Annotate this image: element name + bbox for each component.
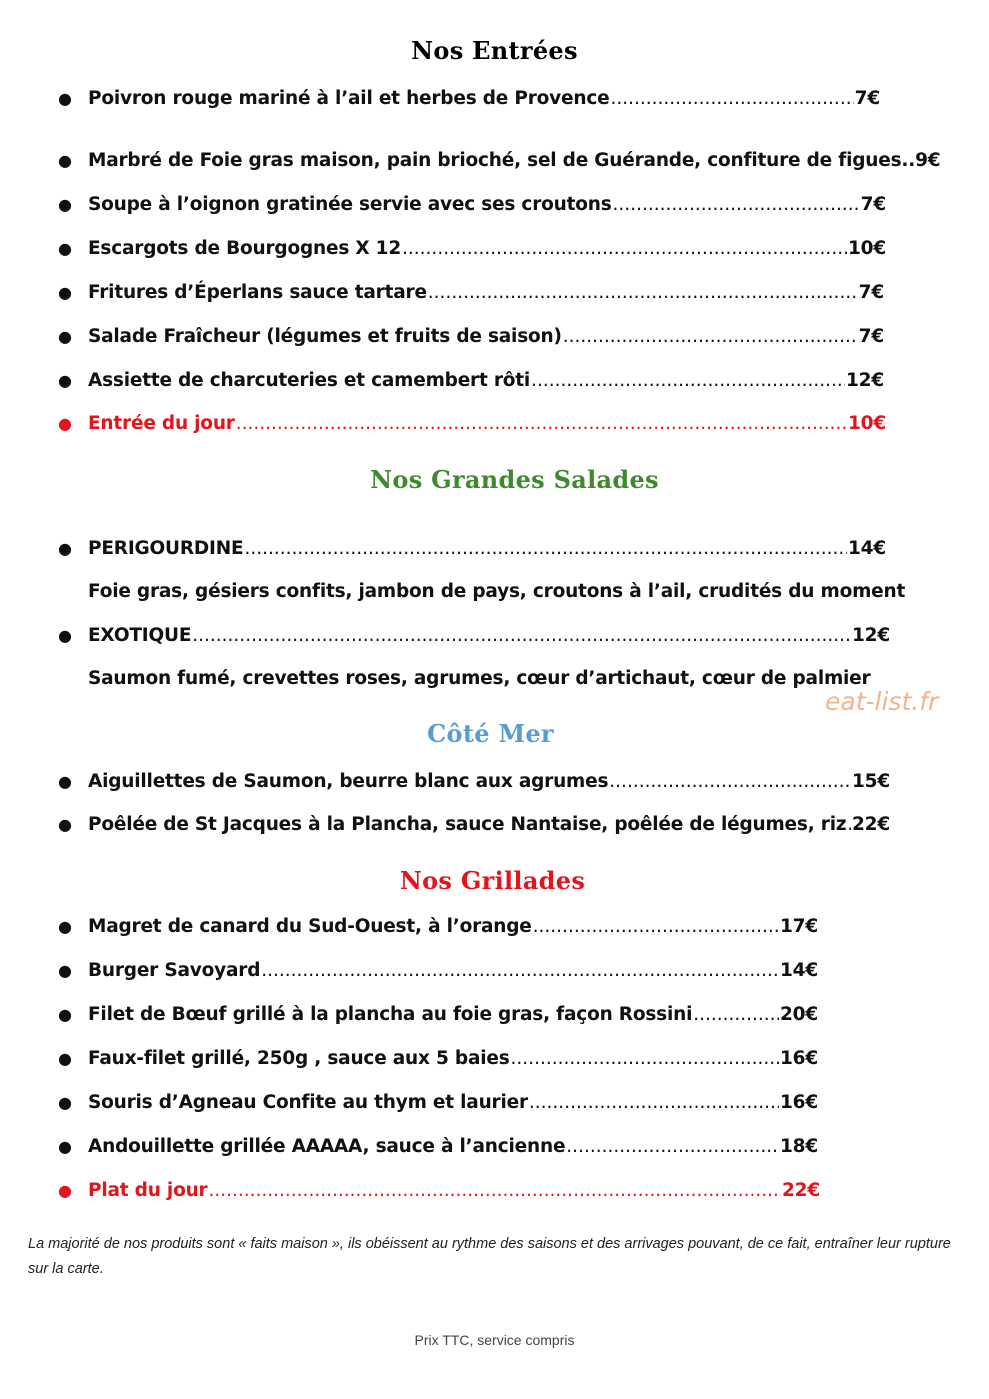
leader-dots xyxy=(609,769,851,795)
menu-item xyxy=(58,1046,818,1072)
item-name: Souris d’Agneau Confite au thym et laurier xyxy=(88,1092,528,1113)
leader-dots xyxy=(613,192,860,218)
menu-item xyxy=(58,280,884,306)
leader-dots xyxy=(529,1090,779,1116)
leader-dots xyxy=(208,1178,781,1204)
watermark: eat-list.fr xyxy=(825,687,939,716)
menu-item xyxy=(58,236,886,262)
menu-item xyxy=(58,958,818,984)
item-name: Faux-filet grillé, 250g , sauce aux 5 baies xyxy=(88,1048,510,1069)
bullet-icon: ● xyxy=(58,815,72,834)
menu-item-special xyxy=(58,1178,820,1204)
item-name: Plat du jour xyxy=(88,1180,208,1201)
bullet-icon: ● xyxy=(58,1005,72,1024)
menu-item xyxy=(58,623,890,649)
leader-dots xyxy=(566,1134,779,1160)
item-price: 14€ xyxy=(847,538,886,559)
leader-dots xyxy=(236,411,847,437)
menu-item xyxy=(58,86,880,112)
bullet-icon: ● xyxy=(58,626,72,645)
bullet-icon: ● xyxy=(58,961,72,980)
item-price: 10€ xyxy=(847,413,886,434)
item-name: Entrée du jour xyxy=(88,413,235,434)
item-price: 10€ xyxy=(847,238,886,259)
bullet-icon: ● xyxy=(58,772,72,791)
leader-dots xyxy=(610,86,853,112)
bullet-icon: ● xyxy=(58,1049,72,1068)
menu-item xyxy=(58,1002,818,1028)
item-name: Marbré de Foie gras maison, pain brioché, sel de Guérande, confiture de figues.. xyxy=(88,150,916,171)
item-price: 22€ xyxy=(851,814,890,835)
bullet-icon: ● xyxy=(58,917,72,936)
section-title-mer: Côté Mer xyxy=(427,719,554,748)
item-price: 7€ xyxy=(860,194,886,215)
leader-dots xyxy=(244,536,847,562)
menu-item xyxy=(58,769,890,795)
item-name: Filet de Bœuf grillé à la plancha au foie gras, façon Rossini xyxy=(88,1004,693,1025)
leader-dots xyxy=(847,812,851,838)
menu-item xyxy=(58,914,818,940)
bullet-icon: ● xyxy=(58,239,72,258)
item-price: 18€ xyxy=(779,1136,818,1157)
item-price: 20€ xyxy=(779,1004,818,1025)
menu-item xyxy=(58,812,890,838)
item-description: Foie gras, gésiers confits, jambon de pays, croutons à l’ail, crudités du moment xyxy=(88,581,906,602)
leader-dots xyxy=(693,1002,779,1028)
leader-dots xyxy=(533,914,779,940)
item-price: 7€ xyxy=(858,326,884,347)
item-name: Magret de canard du Sud-Ouest, à l’orange xyxy=(88,916,532,937)
item-name: Poêlée de St Jacques à la Plancha, sauce Nantaise, poêlée de légumes, riz xyxy=(88,814,847,835)
item-name: Soupe à l’oignon gratinée servie avec ses croutons xyxy=(88,194,612,215)
item-price: 17€ xyxy=(779,916,818,937)
bullet-icon: ● xyxy=(58,371,72,390)
homemade-note: La majorité de nos produits sont « faits maison », ils obéissent au rythme des saisons et des arrivages pouvant, de ce fait, entraîner leur rupture sur la carte. xyxy=(28,1236,951,1277)
bullet-icon: ● xyxy=(58,1137,72,1156)
bullet-icon: ● xyxy=(58,89,72,108)
bullet-icon: ● xyxy=(58,151,72,170)
leader-dots xyxy=(511,1046,779,1072)
item-price: 9€ xyxy=(915,150,941,171)
item-price: 16€ xyxy=(779,1092,818,1113)
item-description: Saumon fumé, crevettes roses, agrumes, cœur d’artichaut, cœur de palmier xyxy=(88,668,871,689)
item-name: PERIGOURDINE xyxy=(88,538,244,559)
item-price: 14€ xyxy=(779,960,818,981)
menu-item xyxy=(58,368,884,394)
leader-dots xyxy=(192,623,851,649)
item-price: 16€ xyxy=(779,1048,818,1069)
menu-item xyxy=(58,1090,818,1116)
menu-item-special xyxy=(58,411,886,437)
item-name: Burger Savoyard xyxy=(88,960,261,981)
item-price: 12€ xyxy=(845,370,884,391)
bullet-icon: ● xyxy=(58,539,72,558)
bullet-icon: ● xyxy=(58,1181,72,1200)
menu-item xyxy=(58,148,941,174)
item-name: Assiette de charcuteries et camembert rôti xyxy=(88,370,531,391)
menu-item xyxy=(58,1134,818,1160)
item-price: 7€ xyxy=(858,282,884,303)
bullet-icon: ● xyxy=(58,414,72,433)
item-price: 15€ xyxy=(851,771,890,792)
bullet-icon: ● xyxy=(58,195,72,214)
leader-dots xyxy=(428,280,858,306)
menu-item xyxy=(58,536,886,562)
leader-dots xyxy=(531,368,845,394)
item-price: 22€ xyxy=(781,1180,820,1201)
leader-dots xyxy=(261,958,779,984)
item-price: 12€ xyxy=(851,625,890,646)
item-name: Andouillette grillée AAAAA, sauce à l’ancienne xyxy=(88,1136,566,1157)
section-title-salades: Nos Grandes Salades xyxy=(370,465,659,494)
item-price: 7€ xyxy=(854,88,880,109)
leader-dots xyxy=(563,324,858,350)
section-title-grillades: Nos Grillades xyxy=(399,866,586,895)
item-name: Aiguillettes de Saumon, beurre blanc aux agrumes xyxy=(88,771,609,792)
bullet-icon: ● xyxy=(58,283,72,302)
bullet-icon: ● xyxy=(58,1093,72,1112)
item-name: Escargots de Bourgognes X 12 xyxy=(88,238,402,259)
item-name: Poivron rouge mariné à l’ail et herbes de Provence xyxy=(88,88,610,109)
leader-dots xyxy=(402,236,847,262)
menu-item xyxy=(58,192,886,218)
bullet-icon: ● xyxy=(58,327,72,346)
item-name: EXOTIQUE xyxy=(88,625,192,646)
section-title-entrees: Nos Entrées xyxy=(411,36,578,65)
item-name: Fritures d’Éperlans sauce tartare xyxy=(88,282,427,303)
menu-item xyxy=(58,324,884,350)
item-name: Salade Fraîcheur (légumes et fruits de saison) xyxy=(88,326,562,347)
price-footer: Prix TTC, service compris xyxy=(414,1332,575,1348)
